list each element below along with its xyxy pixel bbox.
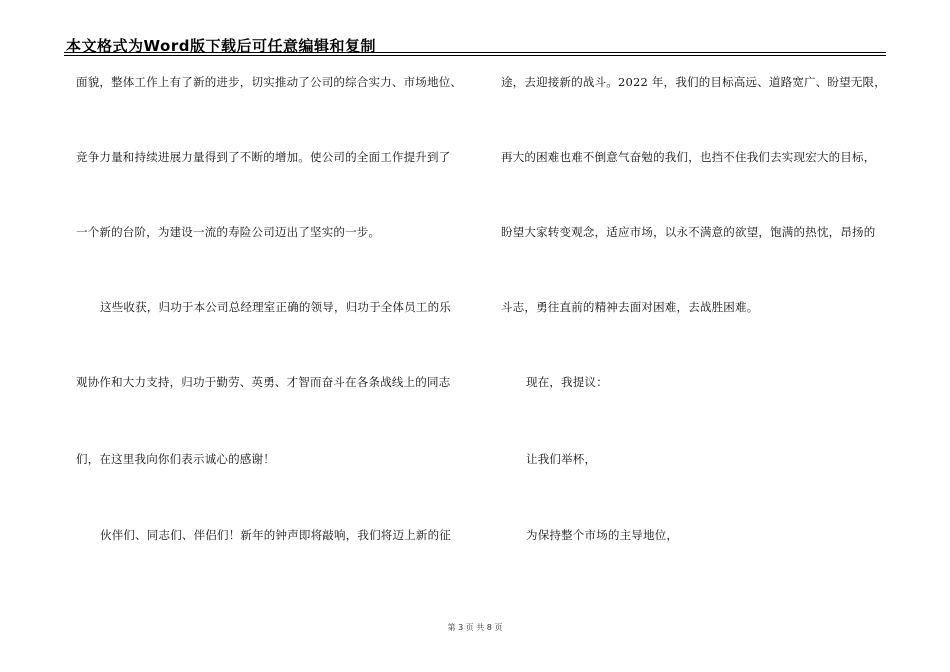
text-line: 们，在这里我向你们表示诚心的感谢！ <box>76 452 275 466</box>
text-line: 再大的困难也难不倒意气奋勉的我们，也挡不住我们去实现宏大的目标， <box>501 150 876 164</box>
text-line: 现在，我提议： <box>526 375 608 389</box>
text-line: 观协作和大力支持，归功于勤劳、英勇、才智而奋斗在各条战线上的同志 <box>76 375 451 389</box>
text-line: 为保持整个市场的主导地位， <box>526 528 679 542</box>
text-line: 这些收获，归功于本公司总经理室正确的领导，归功于全体员工的乐 <box>100 300 451 314</box>
page-number-footer: 第 3 页 共 8 页 <box>447 623 503 632</box>
text-line: 让我们举杯， <box>526 452 597 466</box>
text-line: 竞争力量和持续进展力量得到了不断的增加。使公司的全面工作提升到了 <box>76 150 451 164</box>
text-line: 盼望大家转变观念，适应市场，以永不满意的欲望，饱满的热忱，昂扬的 <box>501 225 876 239</box>
text-line: 斗志，勇往直前的精神去面对困难，去战胜困难。 <box>501 300 759 314</box>
header-divider-bottom <box>64 55 886 56</box>
header-divider-top <box>64 52 886 53</box>
text-line: 面貌，整体工作上有了新的进步，切实推动了公司的综合实力、市场地位、 <box>76 75 463 89</box>
text-line: 途，去迎接新的战斗。2022 年，我们的目标高远、道路宽广、盼望无限， <box>501 75 886 89</box>
text-line: 伙伴们、同志们、伴侣们！新年的钟声即将敲响，我们将迈上新的征 <box>100 528 451 542</box>
text-line: 一个新的台阶，为建设一流的寿险公司迈出了坚实的一步。 <box>76 225 381 239</box>
document-header-title: 本文格式为Word版下载后可任意编辑和复制 <box>66 37 376 55</box>
